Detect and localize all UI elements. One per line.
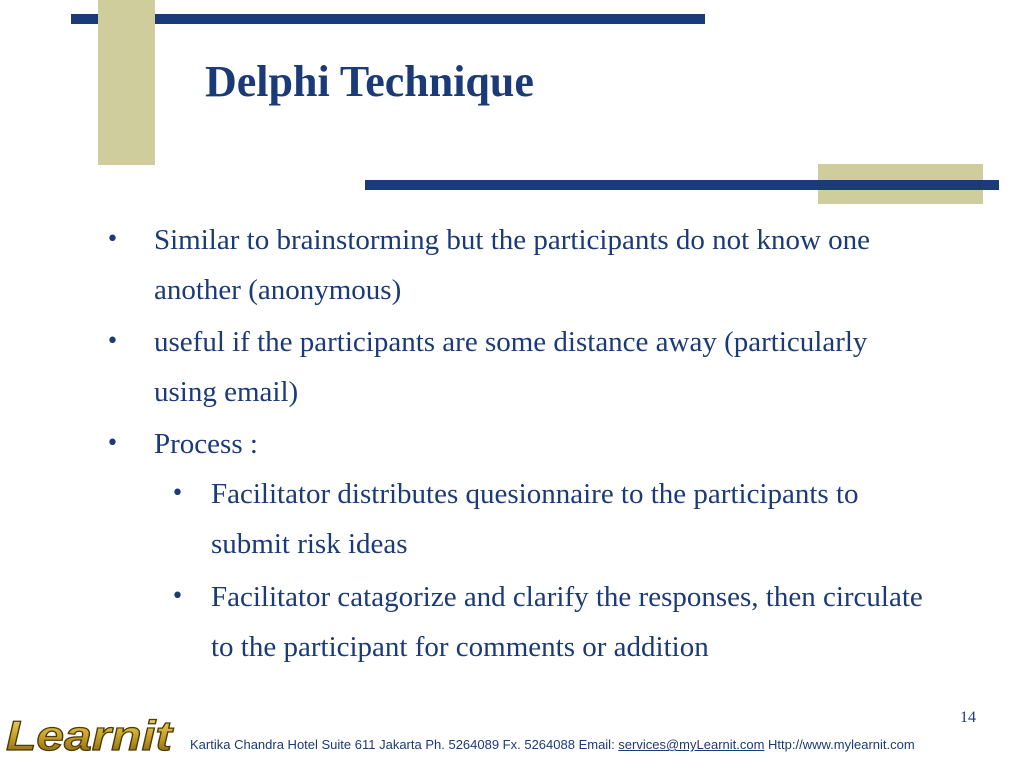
bullet-icon: • [106, 431, 119, 456]
bullet-text: useful if the participants are some distance away (particularly using email) [154, 326, 868, 408]
bullet-text: Process : [154, 428, 258, 460]
bullet-icon: • [106, 329, 119, 354]
bullet-item [106, 215, 934, 315]
bullet-icon: • [106, 227, 119, 252]
sub-bullet-text: Facilitator catagorize and clarify the responses, then circulate to the participant for comments or addition [211, 581, 923, 663]
bullet-item [106, 317, 934, 417]
bullet-icon: • [171, 584, 184, 609]
bullet-text: Similar to brainstorming but the participants do not know one another (anonymous) [154, 224, 871, 306]
footer-address: Kartika Chandra Hotel Suite 611 Jakarta Ph. 5264089 Fx. 5264088 Email: [190, 737, 619, 752]
sub-bullet-text: Facilitator distributes quesionnaire to the participants to submit risk ideas [211, 478, 859, 560]
bullet-item [106, 419, 934, 469]
top-rule [71, 14, 705, 24]
email-link[interactable]: services@myLearnit.com [618, 737, 765, 752]
logo-text: Learnit [6, 712, 175, 759]
slide-title: Delphi Technique [205, 57, 534, 106]
page-number: 14 [960, 709, 976, 726]
sub-bullet-item [171, 469, 931, 569]
mid-rule [365, 180, 999, 190]
left-accent-block [98, 0, 155, 165]
learnit-logo [4, 706, 176, 762]
website-text[interactable]: Http://www.mylearnit.com [764, 737, 915, 752]
footer [190, 737, 915, 752]
bullet-icon: • [171, 481, 184, 506]
sub-bullet-item [171, 572, 951, 672]
